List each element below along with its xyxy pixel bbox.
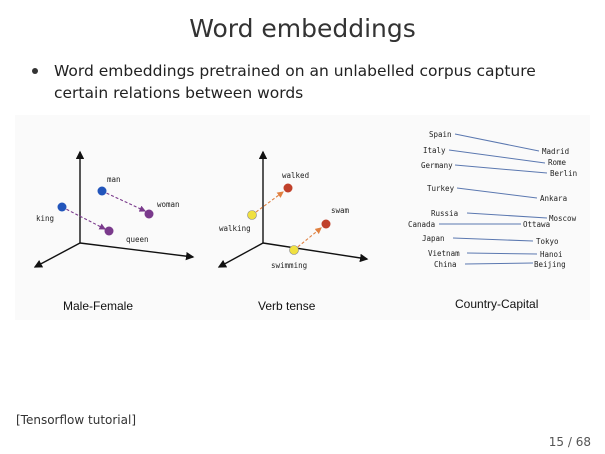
x-axis [35,243,80,267]
country-vietnam: Vietnam [428,249,460,258]
country-china: China [434,260,457,269]
bullet-dot-icon [32,68,38,74]
country-spain: Spain [429,130,452,139]
word-walked: walked [282,171,310,180]
caption-male-female: Male-Female [63,299,134,313]
man-woman-arrow [102,191,145,211]
citation: [Tensorflow tutorial] [16,413,137,427]
walking-walked-arrow [252,192,283,215]
x-axis [219,243,263,267]
capital-ankara: Ankara [540,194,568,203]
capital-hanoi: Hanoi [540,250,563,259]
word-walking: walking [219,224,251,233]
panel-male-female [35,152,193,313]
word-swimming: swimming [271,261,308,270]
country-russia: Russia [431,209,459,218]
bullet-text: Word embeddings pretrained on an unlabelled corpus capture certain relations between words [54,62,536,102]
embedding-figure [15,115,590,320]
italy-rome-line [449,150,545,163]
country-japan: Japan [422,234,445,243]
slide-title: Word embeddings [189,14,416,43]
king-point [58,203,67,212]
panel-country-capital [408,130,577,311]
man-point [98,187,107,196]
caption-country-capital: Country-Capital [455,297,539,311]
queen-point [105,227,114,236]
word-queen: queen [126,235,149,244]
z-axis [80,243,193,257]
vietnam-hanoi-line [467,253,537,254]
japan-tokyo-line [453,238,533,241]
swam-point [322,220,331,229]
germany-berlin-line [455,165,547,173]
spain-madrid-line [455,134,539,151]
china-beijing-line [465,263,533,264]
woman-point [145,210,154,219]
walked-point [284,184,293,193]
capital-ottawa: Ottawa [523,220,551,229]
panel-verb-tense [219,152,367,313]
turkey-ankara-line [457,188,537,198]
page-number: 15 / 68 [548,435,591,449]
word-man: man [107,175,121,184]
country-italy: Italy [423,146,446,155]
z-axis [263,243,367,259]
capital-rome: Rome [548,158,567,167]
country-germany: Germany [421,161,453,170]
caption-verb-tense: Verb tense [258,299,316,313]
embedding-figure-svg [15,115,590,320]
swimming-swam-arrow [294,228,321,250]
country-turkey: Turkey [427,184,455,193]
word-swam: swam [331,206,350,215]
capital-moscow: Moscow [549,214,577,223]
bullet-item [32,60,592,104]
capital-tokyo: Tokyo [536,237,559,246]
capital-beijing: Beijing [534,260,566,269]
swimming-point [290,246,299,255]
walking-point [248,211,257,220]
word-woman: woman [157,200,180,209]
king-queen-arrow [62,207,105,229]
country-canada: Canada [408,220,436,229]
word-king: king [36,214,55,223]
russia-moscow-line [467,213,547,218]
capital-berlin: Berlin [550,169,578,178]
capital-madrid: Madrid [542,147,570,156]
